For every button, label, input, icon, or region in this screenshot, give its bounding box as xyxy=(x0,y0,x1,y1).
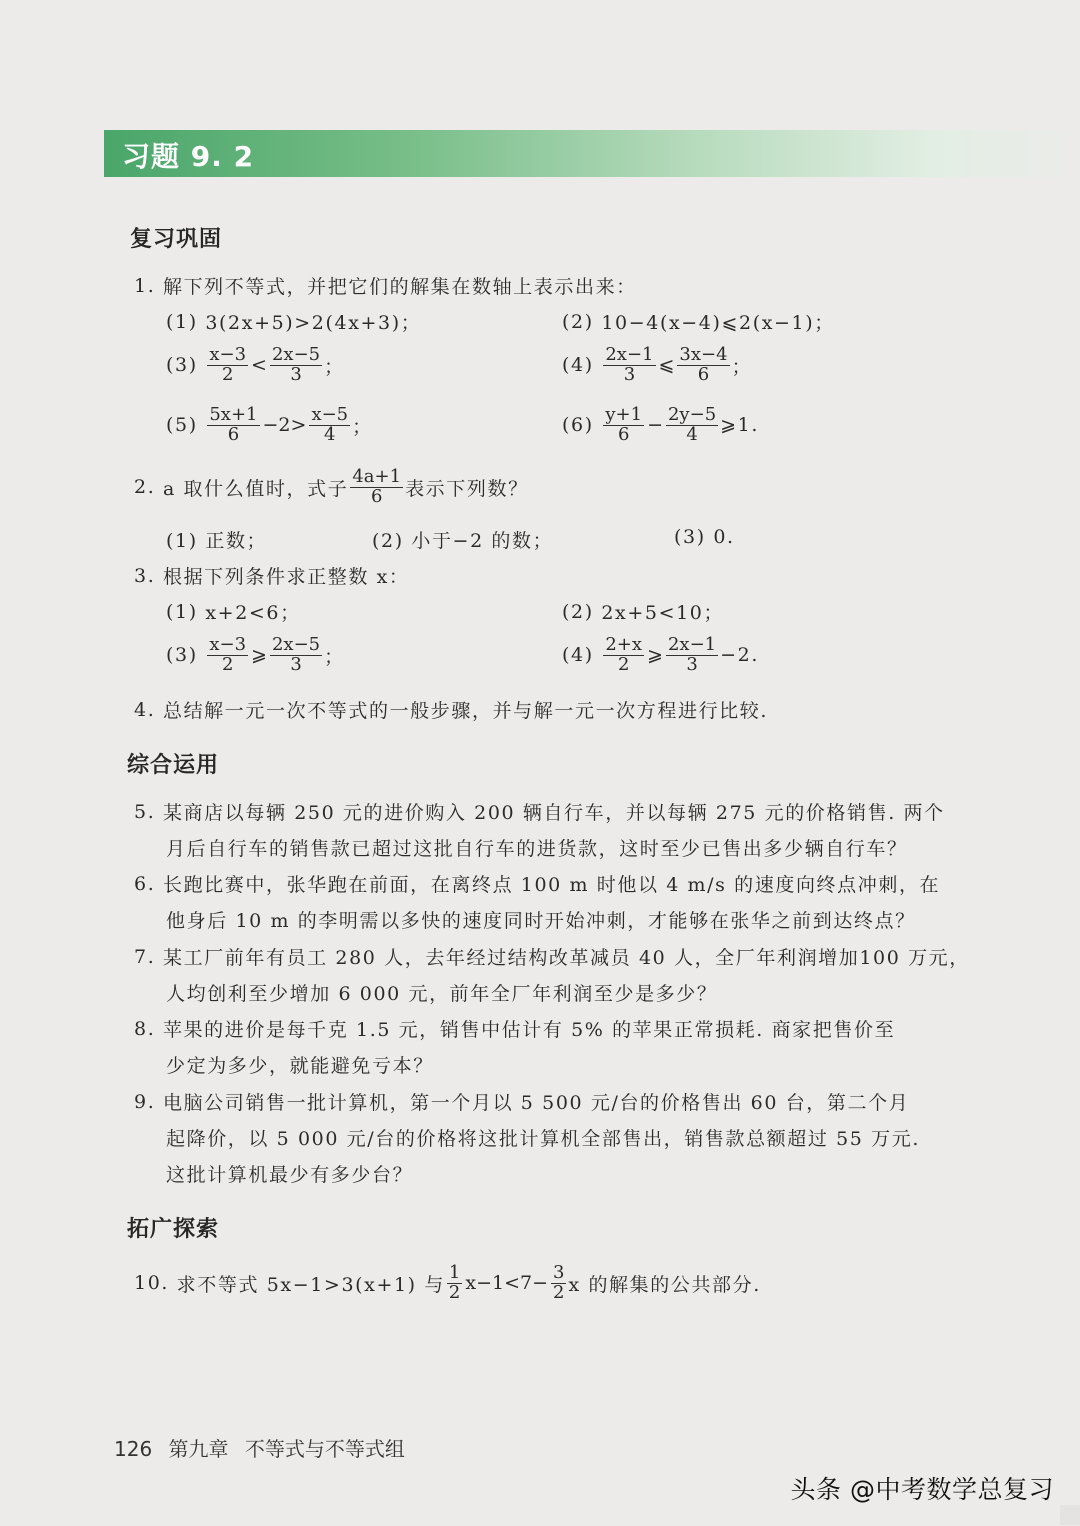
q4 xyxy=(134,696,768,723)
fraction xyxy=(677,346,729,385)
q1-part1 xyxy=(166,308,421,335)
inequality: x+2<6； xyxy=(205,602,301,624)
q5-line1 xyxy=(134,798,945,825)
section-review-heading: 复习巩固 xyxy=(130,227,223,252)
q1-text: 解下列不等式，并把它们的解集在数轴上表示出来： xyxy=(162,276,637,298)
q1-stem xyxy=(134,272,637,299)
section-applied-heading: 综合运用 xyxy=(127,753,220,778)
fraction-numerator: 2x−5 xyxy=(271,344,321,365)
chapter-label: 第九章 xyxy=(168,1437,229,1461)
q2-text-pre: a 取什么值时，式子 xyxy=(162,477,349,500)
fraction-numerator: 2x−1 xyxy=(605,344,654,365)
fraction xyxy=(270,346,322,385)
operator: ⩾ xyxy=(251,644,267,667)
q8-line1 xyxy=(134,1015,895,1042)
q7-line2: 人均创利至少增加 6 000 元，前年全厂年利润至少是多少？ xyxy=(166,983,718,1005)
q10 xyxy=(134,1264,761,1303)
watermark: 头条 @中考数学总复习 xyxy=(790,1475,1054,1504)
fraction-denominator: 6 xyxy=(697,363,710,385)
inequality: 10−4(x−4)⩽2(x−1)； xyxy=(601,312,835,334)
part-label: (4) xyxy=(562,354,594,377)
fraction xyxy=(551,1264,566,1303)
q7-number: 7. xyxy=(134,945,156,968)
q3-part4 xyxy=(562,636,759,675)
part-label: (4) xyxy=(562,644,594,667)
tail: ； xyxy=(324,645,345,668)
q7-line1 xyxy=(134,943,970,970)
q3-part2 xyxy=(562,598,724,625)
operator: < xyxy=(251,354,267,377)
fraction xyxy=(207,406,259,445)
fraction-denominator: 4 xyxy=(686,423,698,445)
fraction xyxy=(270,636,322,675)
q10-text-post: x 的解集的公共部分. xyxy=(568,1273,761,1296)
fraction-numerator: x−5 xyxy=(311,404,349,425)
q9-line2: 起降价，以 5 000 元/台的价格将这批计算机全部售出，销售款总额超过 55 万元. xyxy=(166,1128,920,1150)
section-explore-heading: 拓广探索 xyxy=(127,1217,220,1242)
part-label: (1) xyxy=(166,310,198,333)
q10-text-pre: 求不等式 5x−1>3(x+1) 与 xyxy=(176,1273,445,1296)
q1-part6 xyxy=(562,406,759,445)
fraction-denominator: 3 xyxy=(290,653,302,675)
q6-number: 6. xyxy=(134,872,156,895)
q3-text: 根据下列条件求正整数 x： xyxy=(162,566,410,588)
tail: ； xyxy=(731,355,753,378)
q1-part4 xyxy=(562,346,752,385)
part-label: (2) xyxy=(562,600,594,623)
q2-part1: (1) 正数； xyxy=(166,530,268,552)
q1-part3 xyxy=(166,346,345,385)
operator: −2> xyxy=(262,414,307,437)
q6-line2: 他身后 10 m 的李明需以多快的速度同时开始冲刺，才能够在张华之前到达终点？ xyxy=(166,910,916,932)
exercise-title: 习题 9. 2 xyxy=(122,140,255,173)
q4-number: 4. xyxy=(134,698,156,721)
fraction xyxy=(603,636,644,675)
page-number: 126 xyxy=(114,1437,153,1461)
fraction-denominator: 2 xyxy=(221,363,234,385)
q1-part5 xyxy=(166,406,373,445)
part-label: (2) xyxy=(562,310,594,333)
fraction-numerator: y+1 xyxy=(605,404,643,425)
q9-number: 9. xyxy=(134,1090,156,1113)
fraction-denominator: 2 xyxy=(221,653,234,675)
part-label: (5) xyxy=(166,414,198,437)
q1-part2 xyxy=(562,308,835,335)
fraction-numerator: 2y−5 xyxy=(667,404,717,425)
q2-part3: (3) 0. xyxy=(674,526,735,548)
part-label: (1) xyxy=(166,600,198,623)
q5-number: 5. xyxy=(134,800,156,823)
q9-line3: 这批计算机最少有多少台？ xyxy=(166,1164,414,1186)
fraction xyxy=(603,406,644,445)
fraction-denominator: 6 xyxy=(370,485,383,507)
operator: ⩾ xyxy=(647,644,663,667)
tail: ⩾1. xyxy=(720,414,759,437)
part-label: (3) xyxy=(166,644,198,667)
q4-text: 总结解一元一次不等式的一般步骤，并与解一元一次方程进行比较. xyxy=(162,700,769,722)
fraction-denominator: 3 xyxy=(290,363,302,385)
q7-text: 某工厂前年有员工 280 人，去年经过结构改革减员 40 人，全厂年利润增加100 万元， xyxy=(162,947,970,969)
fraction xyxy=(207,346,248,385)
inequality: 3(2x+5)>2(4x+3)； xyxy=(205,312,422,334)
operator: ⩽ xyxy=(658,354,675,377)
fraction xyxy=(350,468,403,507)
q2-text-post: 表示下列数？ xyxy=(405,477,529,500)
fraction-numerator: x−3 xyxy=(209,634,247,655)
fraction-numerator: 3 xyxy=(553,1262,565,1283)
q3-part1 xyxy=(166,598,301,625)
fraction-numerator: 2x−1 xyxy=(667,634,717,655)
fraction-denominator: 6 xyxy=(227,423,240,445)
fraction xyxy=(309,406,350,445)
fraction-numerator: 3x−4 xyxy=(679,344,728,365)
q3-stem xyxy=(134,562,410,589)
page-footer xyxy=(114,1433,415,1462)
part-label: (6) xyxy=(562,414,594,437)
fraction-denominator: 6 xyxy=(617,423,630,445)
q8-line2: 少定为多少，就能避免亏本？ xyxy=(166,1055,434,1077)
q9-text: 电脑公司销售一批计算机，第一个月以 5 500 元/台的价格售出 60 台，第二个月 xyxy=(162,1092,910,1114)
q5-line2: 月后自行车的销售款已超过这批自行车的进货款，这时至少已售出多少辆自行车？ xyxy=(166,838,908,860)
fraction-denominator: 4 xyxy=(324,423,336,445)
part-label: (3) xyxy=(166,354,198,377)
inequality: 2x+5<10； xyxy=(601,602,725,624)
fraction-denominator: 2 xyxy=(617,653,630,675)
q8-text: 苹果的进价是每千克 1.5 元，销售中估计有 5% 的苹果正常损耗. 商家把售价至 xyxy=(162,1019,896,1041)
exercise-banner xyxy=(104,130,1080,177)
operator: x−1<7− xyxy=(465,1272,549,1295)
q9-line1 xyxy=(134,1088,909,1115)
fraction xyxy=(666,406,718,445)
fraction xyxy=(666,636,718,675)
q6-line1 xyxy=(134,870,940,897)
q3-number: 3. xyxy=(134,564,156,587)
tail: −2. xyxy=(720,644,759,667)
fraction xyxy=(207,636,248,675)
fraction xyxy=(447,1264,462,1303)
fraction-denominator: 2 xyxy=(448,1281,461,1303)
operator: − xyxy=(647,414,663,437)
q8-number: 8. xyxy=(134,1017,156,1040)
corner-mark xyxy=(1060,1505,1080,1525)
q3-part3 xyxy=(166,636,345,675)
q2-number: 2. xyxy=(134,476,156,499)
tail: ； xyxy=(352,415,373,438)
tail: ； xyxy=(324,355,345,378)
chapter-title: 不等式与不等式组 xyxy=(244,1437,405,1461)
fraction-numerator: 4a+1 xyxy=(352,466,402,487)
q5-text: 某商店以每辆 250 元的进价购入 200 辆自行车，并以每辆 275 元的价格销售. 两个 xyxy=(162,802,945,824)
q1-number: 1. xyxy=(134,274,156,297)
fraction-numerator: x−3 xyxy=(209,344,247,365)
fraction-denominator: 3 xyxy=(686,653,698,675)
fraction-denominator: 2 xyxy=(553,1281,565,1303)
fraction-denominator: 3 xyxy=(623,363,636,385)
fraction-numerator: 1 xyxy=(448,1262,461,1283)
q2-stem xyxy=(134,468,529,507)
fraction-numerator: 5x+1 xyxy=(209,404,258,425)
q2-part2: (2) 小于−2 的数； xyxy=(372,530,554,552)
fraction xyxy=(603,346,655,385)
fraction-numerator: 2+x xyxy=(605,634,643,655)
q10-number: 10. xyxy=(134,1272,170,1295)
fraction-numerator: 2x−5 xyxy=(271,634,321,655)
q6-text: 长跑比赛中，张华跑在前面，在离终点 100 m 时他以 4 m/s 的速度向终点冲刺，在 xyxy=(162,874,941,896)
